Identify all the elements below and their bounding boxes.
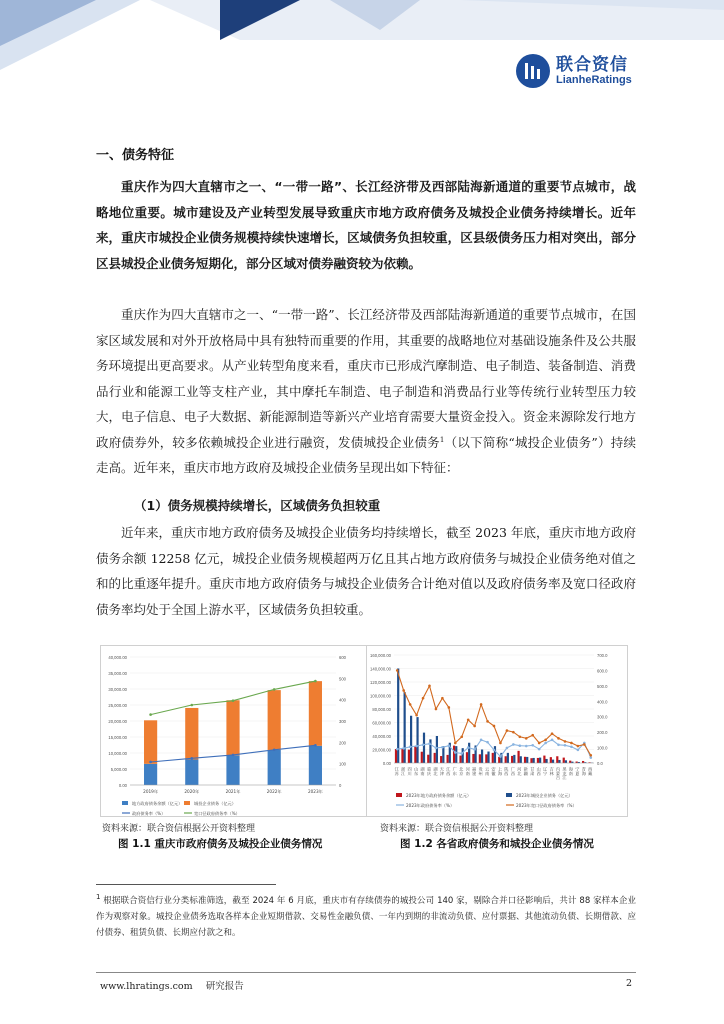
line-point [538,748,541,751]
y-tick-label: 40,000.00 [108,655,127,660]
footnote-reference: 1 [439,435,445,444]
footer-report-label: 研究报告 [205,981,244,992]
line-point [583,743,586,746]
chart-1-svg [100,645,372,817]
y2-tick-label: 300 [339,719,346,724]
line-point [480,739,483,742]
x-tick-label: 贵州 [478,767,484,776]
line-point [428,742,431,745]
bar [466,752,468,763]
bar [472,754,474,763]
bar [423,733,425,763]
line-point [149,761,152,764]
bar [404,692,406,763]
y2-tick-label: 100 [339,761,346,767]
bar [487,752,489,763]
line-point [314,680,317,683]
bar [498,757,500,763]
body-paragraph-2: 近年来，重庆市地方政府债务及城投企业债务均持续增长，截至 2023 年底，重庆市地方政府债务余额 12258 亿元，城投企业债务规模超两万亿且其占地方政府债务与城投企业债务绝对值之和的比重逐年提升。重庆市地方政府债务与城投企业债务合计绝对值以及政府债务率及宽口径政府债务率均处于全国上游水平，区域债务负担较重。 [96,525,636,617]
bar [440,756,442,763]
x-tick-label: 吉林 [549,767,555,776]
y-tick-label: 20,000.00 [372,747,391,753]
y-tick-label: 0.00 [382,761,391,766]
line-point [396,669,399,672]
bar [481,750,483,764]
legend-label: 城投企业债务（亿元） [194,801,236,806]
line-point [512,731,515,734]
legend-label: 2023年地方政府债务余额（亿元） [406,793,472,798]
line-point [232,754,235,757]
bar [226,755,239,785]
bar [455,746,457,763]
x-tick-label: 黑龙江 [562,767,568,780]
line-point [396,748,399,751]
x-tick-label: 河北 [517,767,523,776]
bar [185,708,198,760]
bar [309,681,322,746]
bar [479,754,481,763]
footer-divider [96,972,636,973]
x-tick-label: 辽宁 [543,767,549,776]
bar [468,743,470,763]
x-tick-label: 江西 [446,767,452,776]
bar [537,758,539,763]
chart-2 [366,645,628,817]
line-point [486,720,489,723]
bar [563,758,565,763]
line-point [454,751,457,754]
y2-tick-label: 400 [339,697,346,703]
bar [507,753,509,763]
summary-paragraph: 重庆作为四大直辖市之一、“一带一路”、长江经济带及西部陆海新通道的重要节点城市，战略地位重要。城市建设及产业转型发展导致重庆市地方政府债务及城投企业债务持续增长。近年来，重庆市城投企业债务规模持续快速增长，区域债务负担较重，区县级债务压力相对突出，部分区县城投企业债务短期化，部分区域对债券融资较为依赖。 [96,179,636,271]
y-tick-label: 5,000.00 [110,767,127,772]
x-tick-label: 江苏 [394,767,400,776]
y2-tick-label: 200 [339,740,346,746]
line-point [589,756,592,759]
bar [268,750,281,785]
y-tick-label: 20,000.00 [108,719,127,724]
x-tick-label: 河南 [465,767,471,776]
line-point [435,747,438,750]
y2-tick-label: 100.0 [597,745,608,751]
x-tick-label: 内蒙古 [556,767,562,780]
y-tick-label: 140,000.00 [370,666,391,672]
y-tick-label: 30,000.00 [108,687,127,692]
bar [144,720,157,764]
footnote-mark: 1 [96,893,101,902]
x-tick-label: 海南 [568,767,574,776]
x-tick-label: 上海 [497,767,503,776]
page-number: 2 [626,978,633,989]
logo-chinese-name: 联合资信 [556,54,628,75]
line-point [402,747,405,750]
bar [526,757,528,763]
bar [565,760,567,763]
legend-label: 地方政府债务余额（亿元） [132,801,183,806]
x-tick-label: 云南 [485,767,491,776]
body-paragraph-1-text-b: （以下简称“城投企业债务”）持续走高。近年来，重庆市地方政府及城投企业债务呈现出如下特征： [96,434,636,475]
line-point [519,744,522,747]
legend-swatch [506,793,512,797]
line-point [415,714,418,717]
bar [462,748,464,763]
bar [401,748,403,763]
x-tick-label: 青海 [581,767,587,776]
footer-left [100,978,254,992]
y2-tick-label: 600.0 [597,668,608,674]
x-tick-label: 2023年 [307,789,323,794]
bar [492,753,494,763]
bar [436,736,438,763]
x-tick-label: 安徽 [491,767,497,776]
bar [185,759,198,785]
line-point [402,689,405,692]
x-tick-label: 四川 [407,767,413,776]
x-tick-label: 重庆 [426,767,432,776]
line-point [314,744,317,747]
lianhe-logo [516,54,632,88]
line-point [499,742,502,745]
y-tick-label: 35,000.00 [108,671,127,676]
bar [543,756,545,763]
line-point [525,745,528,748]
line-point [512,743,515,746]
line-point [428,685,431,688]
legend-swatch [184,801,190,805]
line-point [480,703,483,706]
line-point [531,734,534,737]
line-point [506,747,509,750]
line-point [557,743,560,746]
line-point [409,703,412,706]
bar [539,758,541,763]
bar [309,746,322,785]
y2-tick-label: 0 [339,783,342,788]
x-tick-label: 浙江 [401,767,407,776]
line-point [232,699,235,702]
y2-tick-label: 400.0 [597,699,608,705]
bar [442,746,444,763]
bar [550,757,552,763]
bar [505,756,507,763]
line-point [415,745,418,748]
y-tick-label: 60,000.00 [372,720,391,726]
footnote [96,893,636,941]
bar [434,753,436,763]
line-point [273,688,276,691]
x-tick-label: 山西 [536,767,542,776]
bar [517,751,519,763]
line-point [570,742,573,745]
bar [511,756,513,763]
figure-1-caption: 图 1.1 重庆市政府债务及城投企业债务情况 [118,838,323,850]
bar [421,752,423,763]
legend-swatch [122,801,128,805]
x-tick-label: 宁夏 [575,767,581,776]
line-point [564,740,567,743]
line-point [435,708,438,711]
x-tick-label: 新疆 [523,767,529,776]
line-point [570,746,573,749]
line-point [441,746,444,749]
bar [533,758,535,763]
line-point [448,706,451,709]
line-point [473,748,476,751]
line-point [467,719,470,722]
y2-tick-label: 500.0 [597,683,608,689]
line-point [441,697,444,700]
footnote-divider [96,884,276,885]
line-point [460,752,463,755]
x-tick-label: 北京 [459,767,465,776]
x-tick-label: 广东 [452,767,458,776]
y2-tick-label: 300.0 [597,714,608,720]
bar [582,761,584,763]
bar [408,750,410,763]
bar [447,755,449,763]
line-point [538,742,541,745]
bar [459,756,461,763]
line-point [422,697,425,700]
line-point [409,746,412,749]
y-tick-label: 25,000.00 [108,703,127,708]
chart-1 [100,645,372,817]
x-tick-label: 2019年 [143,789,159,794]
bar [552,760,554,763]
body-paragraph-1-text-a: 重庆作为四大直辖市之一、“一带一路”、长江经济带及西部陆海新通道的重要节点城市，在国家区域发展和对外开放格局中具有独特而重要的作用，其重要的战略地位对基础设施条件及公共服务环境提出更高要求。从产业转型角度来看，重庆市已形成汽摩制造、电子制造、装备制造、消费品行业和能源工业等支柱产业，其中摩托车制造、电子制造和消费品行业等传统行业转型压力较大，电子信息、电子大数据、新能源制造等新兴产业培育需要大量资金投入。资金来源除发行地方政府债券外，较多依赖城投企业进行融资，发债城投企业债务 [96,307,636,450]
legend-label: 政府债务率（%） [132,811,166,816]
chart-2-svg [366,645,628,817]
line-point [486,741,489,744]
line-point [191,757,194,760]
footnote-text: 根据联合资信行业分类标准筛选，截至 2024 年 6 月底，重庆市有存续债券的城投公司 140 家，剔除合并口径影响后，共计 88 家样本企业作为观察对象。城投企业债务选取各样本企业短期借款、交易性金融负债、一年内到期的非流动负债、应付票据、其他流动负债、长期借款、应付债券、租赁负债、长期应付款之和。 [96,896,636,938]
bar [530,758,532,763]
bar [569,761,571,763]
subsection-heading: （1）债务规模持续增长，区域债务负担较重 [134,498,381,513]
y2-tick-label: 200.0 [597,730,608,736]
x-tick-label: 2022年 [266,789,282,794]
x-tick-label: 广西 [510,767,516,776]
y-tick-label: 80,000.00 [372,707,391,712]
y-tick-label: 0.00 [118,783,127,788]
line-point [551,739,554,742]
bar [414,746,416,763]
figure-2-caption: 图 1.2 各省政府债务和城投企业债务情况 [400,838,594,850]
x-tick-label: 陕西 [504,767,510,776]
lianhe-logo-icon [516,54,550,88]
line-point [191,704,194,707]
bar [556,756,558,763]
body-paragraph-1 [96,302,636,481]
line-point [460,735,463,738]
bar [485,754,487,763]
line-point [493,749,496,752]
legend-label: 2023年宽口径政府债务率（%） [516,803,577,808]
x-tick-label: 2021年 [225,789,241,794]
y-tick-label: 160,000.00 [370,653,391,658]
x-tick-label: 天津 [439,767,445,776]
y2-tick-label: 700.0 [597,653,608,658]
line-point [551,732,554,735]
line-point [544,739,547,742]
bar [416,717,418,763]
legend-label: 宽口径政府债务率（%） [194,811,240,816]
y-tick-label: 120,000.00 [370,680,391,685]
bar [524,757,526,763]
line-point [525,737,528,740]
y2-tick-label: 500 [339,676,346,682]
bar [453,746,455,763]
x-tick-label: 甘肃 [530,767,536,776]
y2-tick-label: 600 [339,655,346,660]
y2-tick-label: 0.0 [597,761,603,766]
bar [520,756,522,763]
x-tick-label: 湖北 [433,767,439,776]
figure-2-source: 资料来源：联合资信根据公开资料整理 [380,824,534,834]
bar [144,764,157,785]
line-point [493,725,496,728]
line-point [499,755,502,758]
bar [268,690,281,750]
line-point [577,749,580,752]
logo-english-name: LianheRatings [556,73,632,86]
bar [513,755,515,763]
line-point [467,746,470,749]
footer-url[interactable]: www.lhratings.com [100,981,193,992]
line-point [557,737,560,740]
line-point [531,744,534,747]
line-point [422,743,425,746]
y-tick-label: 100,000.00 [370,693,391,699]
bar [226,700,239,755]
line-point [577,745,580,748]
line-point [506,729,509,732]
line-point [273,749,276,752]
x-tick-label: 福建 [472,767,478,776]
series-line [397,670,591,755]
bar [395,749,397,763]
line-point [454,742,457,745]
legend-swatch [396,793,402,797]
line-point [544,742,547,745]
figure-1-source: 资料来源：联合资信根据公开资料整理 [102,824,256,834]
legend-label: 2023年政府债务率（%） [406,803,455,808]
y-tick-label: 10,000.00 [108,751,127,756]
legend-label: 2023年城投企业债务（亿元） [516,793,573,798]
line-point [564,744,567,747]
x-tick-label: 湖南 [420,767,426,776]
bar [558,760,560,763]
x-tick-label: 山东 [414,767,420,776]
bar [545,759,547,763]
line-point [519,735,522,738]
x-tick-label: 西藏 [588,767,594,776]
line-point [473,725,476,728]
line-point [589,754,592,757]
y-tick-label: 15,000.00 [108,735,127,740]
y-tick-label: 40,000.00 [372,734,391,739]
x-tick-label: 2020年 [184,789,200,794]
line-point [149,713,152,716]
bar [410,716,412,763]
line-point [448,744,451,747]
bar [427,755,429,763]
section-title: 一、债务特征 [96,148,175,163]
